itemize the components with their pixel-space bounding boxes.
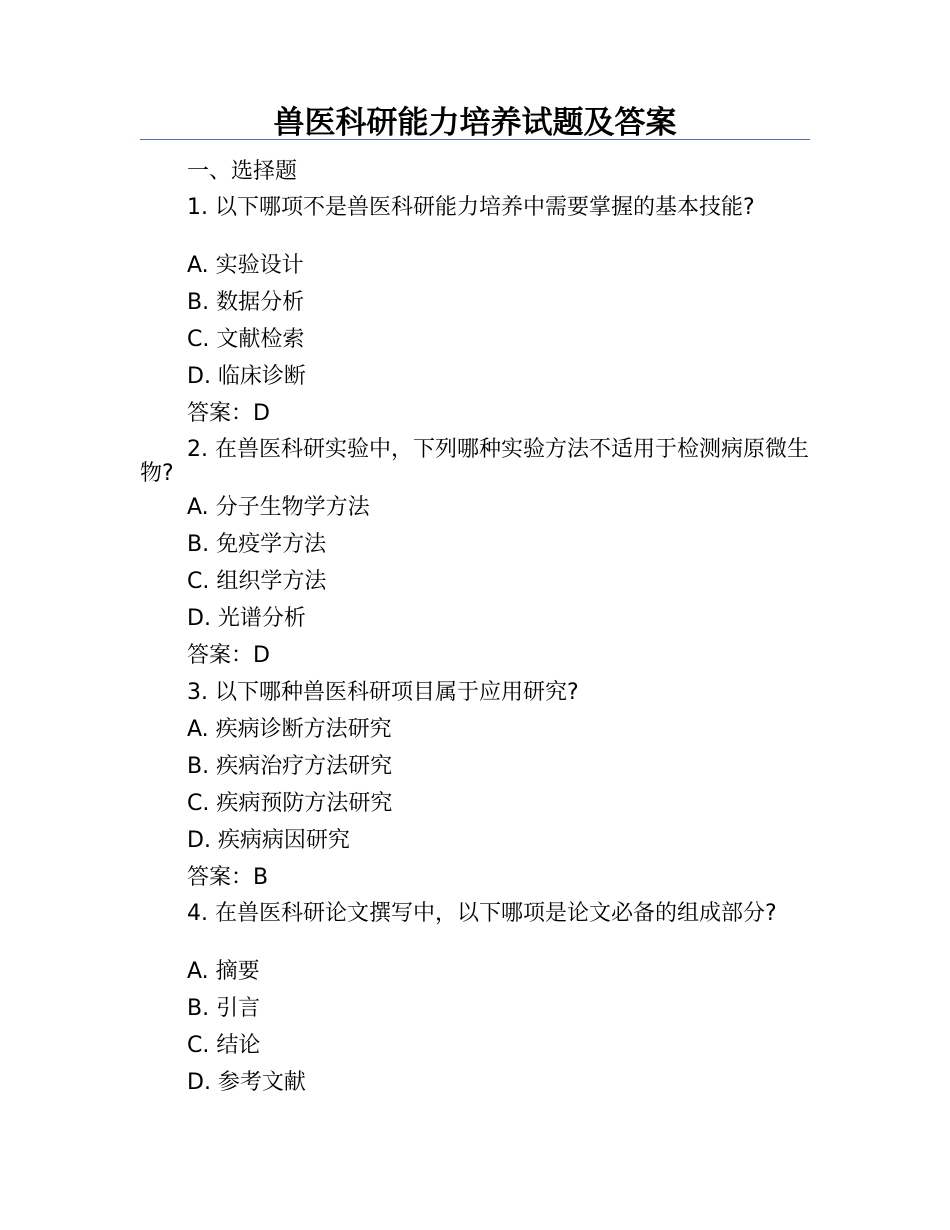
section-heading: 一、选择题	[187, 159, 298, 184]
question-1-option-a: A. 实验设计	[187, 253, 304, 278]
document-body	[140, 153, 812, 1101]
title-underline	[140, 139, 810, 140]
title-block	[140, 104, 810, 142]
question-1-option-d: D. 临床诊断	[187, 364, 306, 389]
question-3-option-a: A. 疾病诊断方法研究	[187, 717, 392, 742]
question-4-option-b: B. 引言	[187, 996, 261, 1021]
question-1-answer: 答案：D	[187, 401, 270, 426]
question-4-option-a: A. 摘要	[187, 959, 260, 984]
question-4-stem: 4. 在兽医科研论文撰写中，以下哪项是论文必备的组成部分?	[187, 901, 777, 926]
question-4-option-c: C. 结论	[187, 1033, 261, 1058]
question-4-option-d: D. 参考文献	[187, 1070, 306, 1095]
question-1-option-b: B. 数据分析	[187, 290, 305, 315]
question-3-answer: 答案：B	[187, 865, 269, 890]
question-3-option-d: D. 疾病病因研究	[187, 828, 350, 853]
question-2-option-d: D. 光谱分析	[187, 606, 306, 631]
question-3-option-b: B. 疾病治疗方法研究	[187, 754, 393, 779]
page-title: 兽医科研能力培养试题及答案	[273, 105, 677, 141]
question-1-stem: 1. 以下哪项不是兽医科研能力培养中需要掌握的基本技能?	[187, 195, 755, 220]
question-3-stem: 3. 以下哪种兽医科研项目属于应用研究?	[187, 680, 579, 705]
question-2-answer: 答案：D	[187, 643, 270, 668]
question-1-option-c: C. 文献检索	[187, 327, 305, 352]
question-3-option-c: C. 疾病预防方法研究	[187, 791, 393, 816]
question-2-option-b: B. 免疫学方法	[187, 532, 327, 557]
question-2-stem: 2. 在兽医科研实验中，下列哪种实验方法不适用于检测病原微生物?	[140, 437, 809, 486]
question-2-option-a: A. 分子生物学方法	[187, 495, 370, 520]
question-2-option-c: C. 组织学方法	[187, 569, 327, 594]
